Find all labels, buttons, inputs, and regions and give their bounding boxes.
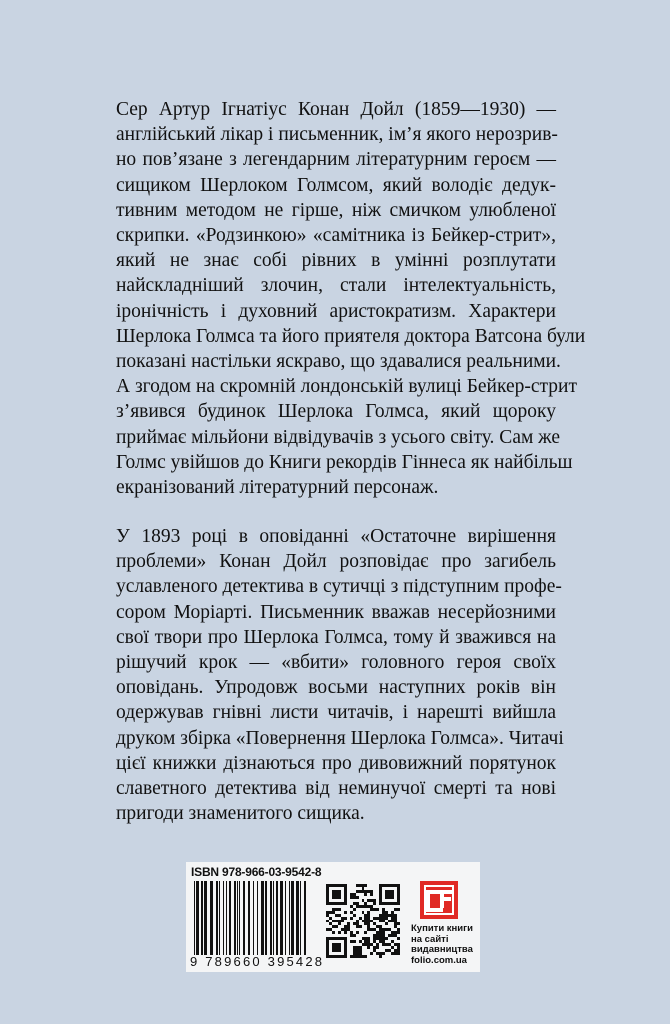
text-line: Шерлока Голмса та його приятеля доктора Ватсона були	[116, 325, 586, 347]
text-line: з’явився будинок Шерлока Голмса, який щороку	[116, 401, 556, 423]
barcode-bar	[296, 881, 299, 955]
barcode-bar	[226, 881, 227, 955]
barcode-bar	[248, 881, 250, 955]
text-line: уславленого детектива в сутичці з підступним профе-	[116, 576, 562, 598]
barcode-bar	[229, 881, 231, 955]
barcode-bar	[201, 881, 203, 955]
text-line: скрипки. «Родзинкою» «самітника із Бейкер-стрит»,	[116, 225, 556, 247]
text-line: Сер Артур Ігнатіус Конан Дойл (1859—1930) —	[116, 99, 556, 120]
text-line: найскладніший злочин, стали інтелектуальність,	[116, 275, 556, 297]
barcode-bar	[196, 881, 199, 955]
text-line: приймає мільйони відвідувачів з усього світу. Сам же	[116, 426, 561, 448]
text-line: цієї книжки дізнаються про дивовижний порятунок	[116, 752, 556, 774]
barcode-bar	[243, 881, 245, 955]
barcode-bar	[273, 881, 274, 955]
publisher-website[interactable]: folio.com.ua	[411, 954, 467, 966]
text-line: який не знає собі рівних в умінні розплутати	[116, 250, 556, 272]
barcode-bar	[234, 881, 236, 955]
buy-line: Купити книги	[411, 923, 473, 934]
barcode-bar	[289, 881, 290, 955]
barcode-bar	[210, 881, 213, 955]
text-line: сором Моріарті. Письменник вважав несерйозними	[116, 601, 556, 623]
buy-line: на сайті	[411, 933, 449, 945]
barcode-bar	[285, 881, 286, 955]
barcode-bar	[237, 881, 238, 955]
barcode-digits: 9 789660 395428	[190, 954, 325, 969]
qr-code[interactable]	[326, 884, 400, 958]
text-line: славетного детектива від неминучої смерті та нові	[116, 778, 556, 800]
buy-line: видавництва	[411, 944, 473, 955]
text-line: екранізований літературний персонаж.	[116, 477, 439, 499]
text-line: У 1893 році в оповіданні «Остаточне вирішення	[116, 526, 556, 547]
barcode-bar	[270, 881, 272, 955]
book-description-paragraph	[116, 524, 564, 826]
barcode-bar	[239, 881, 240, 955]
barcode-bar	[304, 881, 306, 955]
barcode-bar	[194, 881, 195, 955]
barcode-bar	[265, 881, 267, 955]
text-line: пригоди знаменитого сищика.	[116, 803, 365, 825]
barcode	[192, 881, 310, 955]
text-line: оповідань. Упродовж восьми наступних років він	[116, 677, 556, 699]
text-line: проблеми» Конан Дойл розповідає про загибель	[116, 551, 556, 573]
text-line: но пов’язане з легендарним літературним героєм —	[116, 149, 556, 171]
barcode-bar	[253, 881, 254, 955]
barcode-bar	[223, 881, 224, 955]
text-line: рішучий крок — «вбити» головного героя своїх	[116, 652, 556, 674]
text-line: англійський лікар і письменник, ім’я якого нерозрив-	[116, 124, 558, 146]
author-bio-paragraph	[116, 97, 586, 500]
barcode-bar	[219, 881, 220, 955]
barcode-bar	[300, 881, 301, 955]
barcode-bar	[261, 881, 264, 955]
text-line: друком збірка «Повернення Шерлока Голмса». Читачі	[116, 727, 564, 749]
isbn-text: ISBN 978-966-03-9542-8	[191, 865, 322, 879]
text-line: Голмс увійшов до Книги рекордів Гіннеса як найбільш	[116, 451, 573, 473]
text-line: сищиком Шерлоком Голмсом, який володіє дедук-	[116, 174, 556, 196]
publisher-logo	[420, 881, 458, 919]
barcode-bar	[216, 881, 218, 955]
barcode-bar	[280, 881, 283, 955]
text-line: одержував гнівні листи читачів, і нарешті вийшла	[116, 702, 556, 724]
barcode-bar	[204, 881, 207, 955]
buy-online-text	[411, 924, 473, 966]
text-line: А згодом на скромній лондонській вулиці Бейкер-стрит	[116, 376, 578, 398]
text-line: тивним методом не гірше, ніж смичком улюбленої	[116, 199, 556, 221]
text-line: іронічність і духовний аристократизм. Характери	[116, 300, 556, 322]
barcode-bar	[291, 881, 294, 955]
barcode-bar	[257, 881, 258, 955]
text-line: свої твори про Шерлока Голмса, тому й зважився на	[116, 626, 556, 648]
barcode-bar	[276, 881, 278, 955]
text-line: показані настільки яскраво, що здавалися реальними.	[116, 351, 561, 373]
isbn-label	[186, 862, 480, 972]
